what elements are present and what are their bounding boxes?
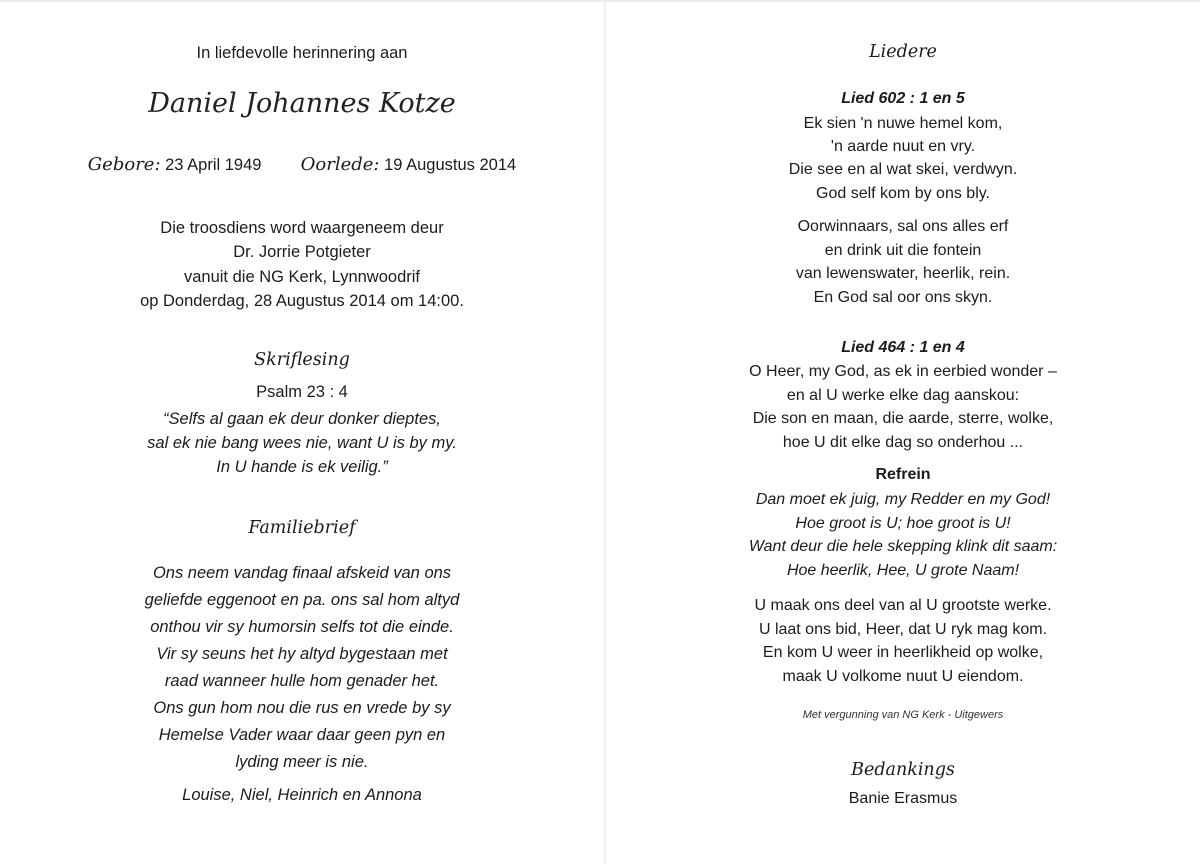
- scripture-heading: Skriflesing: [254, 350, 350, 370]
- song-2-verse-1: [606, 360, 1200, 454]
- memorial-intro: In liefdevolle herinnering aan: [196, 44, 408, 62]
- service-line: Dr. Jorrie Potgieter: [233, 243, 371, 262]
- family-letter-line: Vir sy seuns het hy altyd bygestaan met: [156, 645, 448, 663]
- family-letter-line: lyding meer is nie.: [235, 753, 369, 771]
- lyric-line: O Heer, my God, as ek in eerbied wonder –: [749, 363, 1057, 380]
- family-signature: Louise, Niel, Heinrich en Annona: [182, 786, 422, 804]
- service-details: [0, 216, 604, 313]
- lyric-line: Die see en al wat skei, verdwyn.: [788, 161, 1018, 179]
- song-2-heading: Lied 464 : 1 en 4: [841, 339, 965, 356]
- thanks-name: Banie Erasmus: [848, 790, 958, 807]
- song-2-verse-2: [606, 594, 1200, 688]
- refrain-line: Hoe groot is U; hoe groot is U!: [795, 514, 1011, 532]
- lyric-line: Die son en maan, die aarde, sterre, wolke,: [752, 410, 1054, 427]
- refrain-heading: Refrein: [875, 466, 931, 483]
- lyric-line: Oorwinnaars, sal ons alles erf: [797, 218, 1009, 235]
- service-line: Die troosdiens word waargeneem deur: [160, 219, 444, 237]
- family-letter-heading: Familiebrief: [248, 518, 356, 538]
- lyric-line: En kom U weer in heerlikheid op wolke,: [762, 644, 1044, 661]
- life-dates: [0, 154, 604, 175]
- service-line: vanuit die NG Kerk, Lynnwoodrif: [183, 267, 420, 286]
- lyric-line: en drink uit die fontein: [824, 241, 982, 259]
- family-letter-line: Hemelse Vader waar daar geen pyn en: [158, 726, 446, 744]
- lyric-line: 'n aarde nuut en vry.: [830, 138, 976, 156]
- lyric-line: en al U werke elke dag aanskou:: [786, 386, 1020, 404]
- scripture-line: “Selfs al gaan ek deur donker dieptes,: [163, 410, 441, 428]
- service-line: op Donderdag, 28 Augustus 2014 om 14:00.: [140, 291, 464, 310]
- lyric-line: hoe U dit elke dag so onderhou ...: [782, 433, 1024, 451]
- born-label: Gebore:: [87, 154, 161, 175]
- scripture-line: sal ek nie bang wees nie, want U is by my.: [147, 434, 457, 452]
- family-letter: [0, 560, 604, 776]
- refrain: [606, 488, 1200, 582]
- thanks-heading: Bedankings: [851, 760, 955, 780]
- lyric-line: En God sal oor ons skyn.: [813, 288, 993, 306]
- deceased-name: Daniel Johannes Kotze: [148, 88, 456, 119]
- family-letter-line: geliefde eggenoot en pa. ons sal hom altyd: [144, 591, 460, 609]
- lyric-line: U laat ons bid, Heer, dat U ryk mag kom.: [758, 620, 1048, 638]
- lyric-line: van lewenswater, heerlik, rein.: [795, 265, 1011, 282]
- right-page: [606, 0, 1200, 864]
- family-letter-line: Ons neem vandag finaal afskeid van ons: [152, 564, 452, 582]
- refrain-line: Dan moet ek juig, my Redder en my God!: [755, 491, 1051, 508]
- lyric-line: God self kom by ons bly.: [816, 184, 990, 202]
- born-date: 23 April 1949: [165, 156, 262, 174]
- scripture-line: In U hande is ek veilig.”: [216, 458, 388, 476]
- publisher-permission: Met vergunning van NG Kerk - Uitgewers: [802, 709, 1004, 721]
- songs-heading: Liedere: [869, 42, 937, 62]
- song-1-heading: Lied 602 : 1 en 5: [841, 90, 965, 107]
- song-1-verse-1: [606, 112, 1200, 205]
- lyric-line: Ek sien 'n nuwe hemel kom,: [803, 115, 1003, 132]
- died-label: Oorlede:: [300, 154, 380, 175]
- lyric-line: U maak ons deel van al U grootste werke.: [754, 597, 1052, 614]
- refrain-line: Hoe heerlik, Hee, U grote Naam!: [786, 561, 1020, 579]
- song-1-verse-2: [606, 215, 1200, 309]
- refrain-line: Want deur die hele skepping klink dit saam:: [748, 538, 1058, 555]
- scripture-text: [0, 407, 604, 479]
- lyric-line: maak U volkome nuut U eiendom.: [782, 667, 1024, 685]
- family-letter-line: raad wanneer hulle hom genader het.: [164, 672, 440, 690]
- family-letter-line: onthou vir sy humorsin selfs tot die einde.: [150, 618, 454, 636]
- scripture-reference: Psalm 23 : 4: [256, 383, 348, 401]
- died-date: 19 Augustus 2014: [384, 156, 517, 174]
- family-letter-line: Ons gun hom nou die rus en vrede by sy: [153, 699, 451, 717]
